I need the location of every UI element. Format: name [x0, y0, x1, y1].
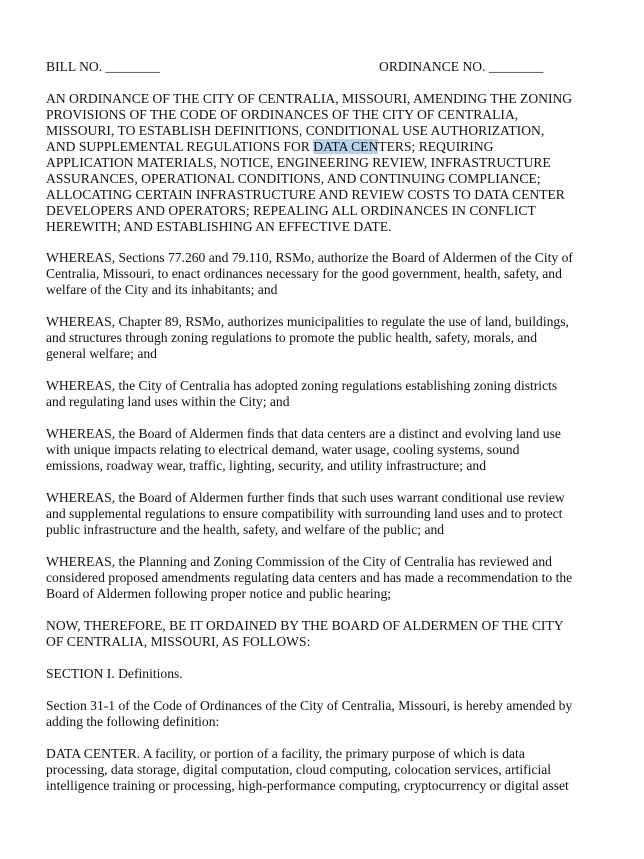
whereas-line: and structures through zoning regulations to promote the public health, safety, morals, and	[46, 330, 538, 345]
definition-paragraph	[46, 746, 602, 794]
whereas-line: welfare of the City and its inhabitants; and	[46, 282, 278, 297]
text-selection[interactable]: DATA CEN	[313, 139, 379, 154]
whereas-line: WHEREAS, Chapter 89, RSMo, authorizes municipalities to regulate the use of land, buildings,	[46, 314, 569, 329]
definition-line: DATA CENTER. A facility, or portion of a facility, the primary purpose of which is data	[46, 746, 525, 761]
whereas-line: WHEREAS, the Planning and Zoning Commission of the City of Centralia has reviewed and	[46, 554, 552, 569]
whereas-line: public infrastructure and the health, safety, and welfare of the public; and	[46, 522, 445, 537]
whereas-line: WHEREAS, Sections 77.260 and 79.110, RSMo, authorize the Board of Aldermen of the City of	[46, 250, 573, 265]
title-line: ASSURANCES, OPERATIONAL CONDITIONS, AND CONTINUING COMPLIANCE;	[46, 171, 541, 186]
title-line: PROVISIONS OF THE CODE OF ORDINANCES OF THE CITY OF CENTRALIA,	[46, 107, 519, 122]
whereas-line: general welfare; and	[46, 346, 157, 361]
title-line: APPLICATION MATERIALS, NOTICE, ENGINEERING REVIEW, INFRASTRUCTURE	[46, 155, 551, 170]
definition-line: intelligence training or processing, high-performance computing, cryptocurrency or digital asset	[46, 778, 569, 793]
ordained-line: NOW, THEREFORE, BE IT ORDAINED BY THE BOARD OF ALDERMEN OF THE CITY	[46, 618, 564, 633]
section-heading	[46, 666, 602, 682]
whereas-paragraph	[46, 490, 602, 538]
section-line: adding the following definition:	[46, 714, 220, 729]
section-text	[46, 698, 602, 730]
section-line: Section 31-1 of the Code of Ordinances of the City of Centralia, Missouri, is hereby amended by	[46, 698, 573, 713]
section-heading-text: SECTION I. Definitions.	[46, 666, 183, 681]
definition-line: processing, data storage, digital computation, cloud computing, colocation services, artificial	[46, 762, 552, 777]
title-text: AND SUPPLEMENTAL REGULATIONS FOR	[46, 139, 314, 154]
whereas-line: and regulating land uses within the City; and	[46, 394, 290, 409]
whereas-line: Centralia, Missouri, to enact ordinances necessary for the good government, health, safety, and	[46, 266, 562, 281]
whereas-paragraph	[46, 250, 602, 298]
ordained-clause	[46, 618, 602, 650]
whereas-line: considered proposed amendments regulating data centers and has made a recommendation to the	[46, 570, 573, 585]
whereas-line: WHEREAS, the City of Centralia has adopted zoning regulations establishing zoning districts	[46, 378, 558, 393]
title-line: AN ORDINANCE OF THE CITY OF CENTRALIA, MISSOURI, AMENDING THE ZONING	[46, 91, 573, 106]
title-line	[46, 139, 602, 155]
whereas-paragraph	[46, 554, 602, 602]
bill-number: BILL NO. ________	[46, 59, 160, 74]
ordinance-title	[46, 91, 602, 235]
whereas-paragraph	[46, 378, 602, 410]
whereas-line: emissions, roadway wear, traffic, lighting, security, and utility infrastructure; and	[46, 458, 486, 473]
whereas-paragraph	[46, 426, 602, 474]
whereas-line: with unique impacts relating to electrical demand, water usage, cooling systems, sound	[46, 442, 520, 457]
whereas-line: and supplemental regulations to ensure compatibility with surrounding land uses and to protect	[46, 506, 563, 521]
whereas-paragraph	[46, 314, 602, 362]
whereas-line: Board of Aldermen following proper notice and public hearing;	[46, 586, 392, 601]
ordinance-number: ORDINANCE NO. ________	[379, 59, 544, 74]
ordained-line: OF CENTRALIA, MISSOURI, AS FOLLOWS:	[46, 634, 311, 649]
title-line: ALLOCATING CERTAIN INFRASTRUCTURE AND REVIEW COSTS TO DATA CENTER	[46, 187, 565, 202]
whereas-line: WHEREAS, the Board of Aldermen further finds that such uses warrant conditional use review	[46, 490, 565, 505]
title-line: DEVELOPERS AND OPERATORS; REPEALING ALL ORDINANCES IN CONFLICT	[46, 203, 536, 218]
title-line: HEREWITH; AND ESTABLISHING AN EFFECTIVE DATE.	[46, 219, 392, 234]
title-line: MISSOURI, TO ESTABLISH DEFINITIONS, CONDITIONAL USE AUTHORIZATION,	[46, 123, 545, 138]
title-text: TERS; REQUIRING	[378, 139, 494, 154]
whereas-line: WHEREAS, the Board of Aldermen finds that data centers are a distinct and evolving land use	[46, 426, 561, 441]
